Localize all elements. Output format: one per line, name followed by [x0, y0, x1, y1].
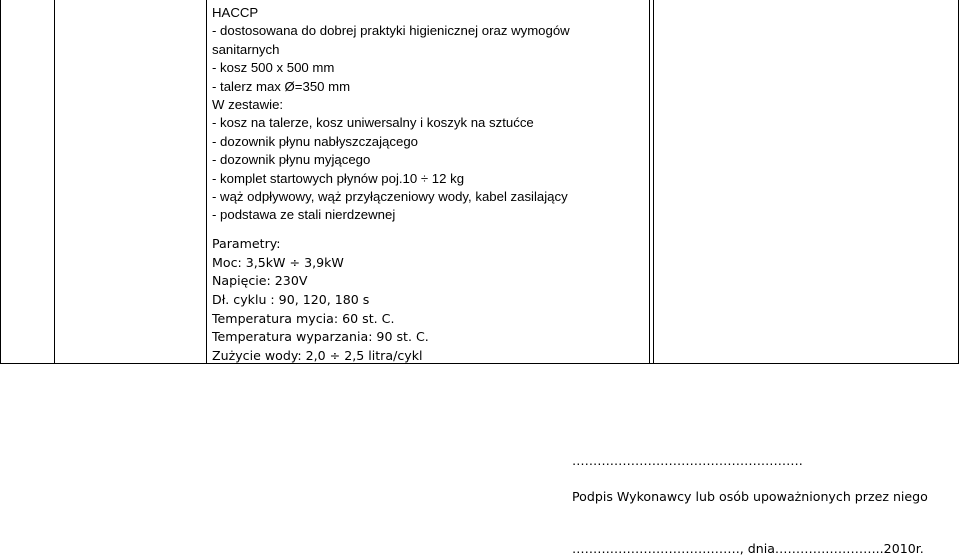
description-line: - komplet startowych płynów poj.10 ÷ 12 kg	[212, 170, 465, 186]
parameters-heading: Parametry:	[212, 236, 281, 251]
table-border-col1	[54, 0, 55, 364]
description-line: - kosz na talerze, kosz uniwersalny i koszyk na sztućce	[212, 115, 534, 131]
parameter-line: Napięcie: 230V	[212, 273, 308, 289]
description-line: - talerz max Ø=350 mm	[212, 78, 351, 94]
parameter-line: Moc: 3,5kW ÷ 3,9kW	[212, 254, 344, 270]
table-border-col2	[206, 0, 207, 364]
description-line: - wąż odpływowy, wąż przyłączeniowy wody, kabel zasilający	[212, 189, 568, 205]
description-line: sanitarnych	[212, 41, 280, 57]
description-cell	[212, 4, 642, 225]
description-line: - dozownik płynu nabłyszczającego	[212, 133, 418, 149]
parameter-line: Temperatura wyparzania: 90 st. C.	[212, 329, 429, 345]
table-border-right	[958, 0, 959, 364]
description-line: W zestawie:	[212, 97, 284, 113]
description-line: - dostosowana do dobrej praktyki higienicznej oraz wymogów	[212, 23, 570, 39]
parameter-line: Dł. cyklu : 90, 120, 180 s	[212, 292, 370, 308]
description-line: - kosz 500 x 500 mm	[212, 60, 335, 76]
signature-label: Podpis Wykonawcy lub osób upoważnionych przez niego	[572, 489, 928, 504]
parameter-line: Temperatura mycia: 60 st. C.	[212, 310, 395, 326]
table-border-col3	[649, 0, 650, 364]
table-border-col4	[653, 0, 654, 364]
description-line: - dozownik płynu myjącego	[212, 152, 371, 168]
table-border-left	[0, 0, 1, 364]
signature-date-line: …………………………………., dnia……………………..2010r.	[572, 541, 924, 556]
parameter-line: Zużycie wody: 2,0 ÷ 2,5 litra/cykl	[212, 348, 423, 364]
parameters-block	[212, 235, 642, 366]
description-line: - podstawa ze stali nierdzewnej	[212, 207, 396, 223]
description-line: HACCP	[212, 5, 259, 20]
signature-dots: ……………………………………………….	[572, 453, 803, 468]
